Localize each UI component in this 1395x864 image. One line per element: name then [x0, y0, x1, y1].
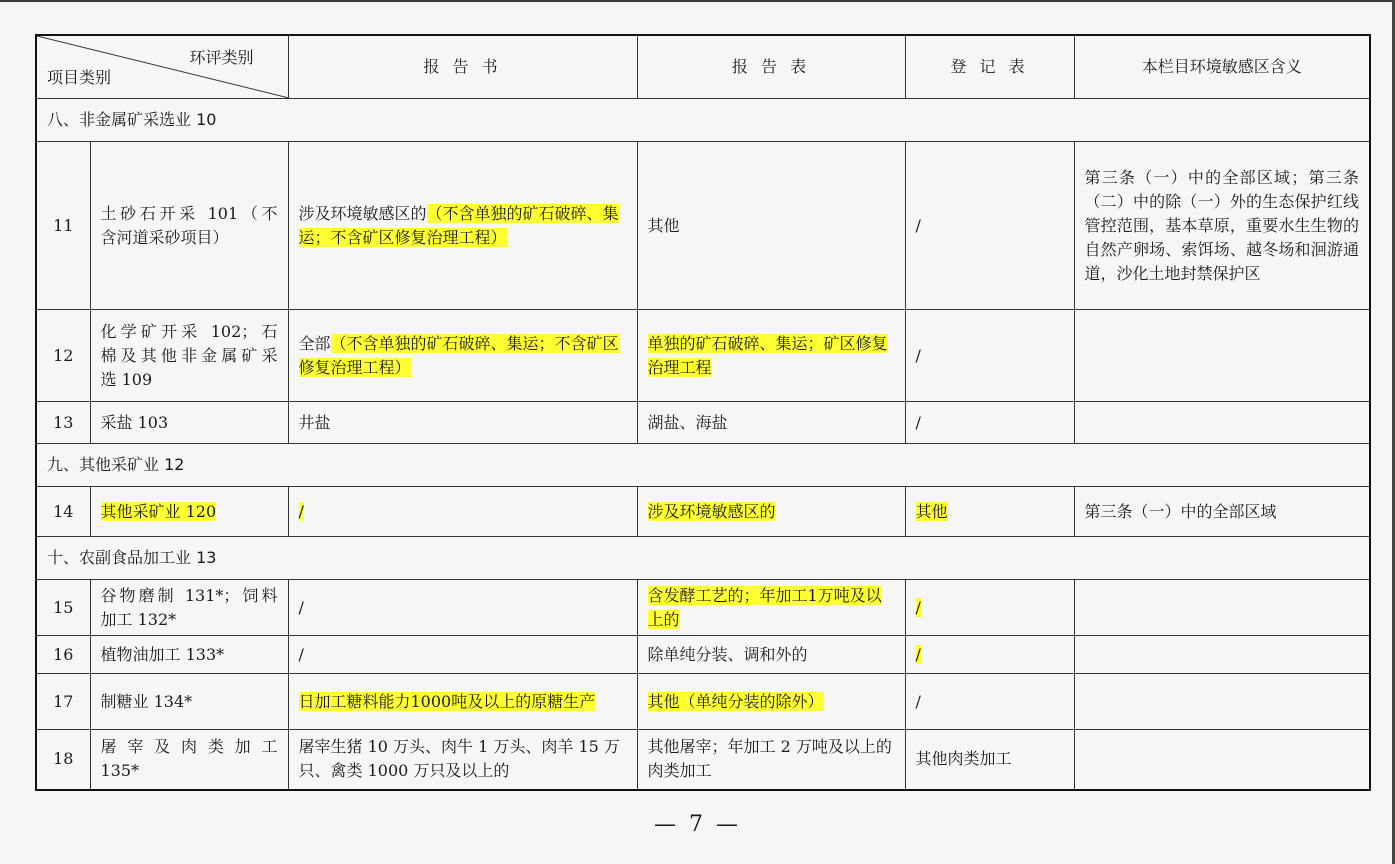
page-number: — 7 — [654, 812, 741, 837]
table-header-row [36, 35, 1370, 99]
report-form-cell [637, 580, 905, 636]
sensitive-area-cell: 第三条（一）中的全部区域 [1074, 487, 1370, 537]
project-category-cell: 植物油加工 133* [90, 636, 288, 674]
table-row [36, 730, 1370, 790]
sensitive-area-cell [1074, 580, 1370, 636]
row-number: 13 [36, 402, 90, 444]
report-form-cell: 其他 [637, 142, 905, 310]
report-book-cell: 屠宰生猪 10 万头、肉牛 1 万头、肉羊 15 万只、禽类 1000 万只及以上的 [288, 730, 637, 790]
classification-table [35, 34, 1371, 791]
report-form-cell [637, 487, 905, 537]
category-line: 含河道采砂项目） [100, 227, 229, 247]
report-book-cell [288, 310, 637, 402]
report-book-cell: / [288, 636, 637, 674]
sensitive-area-cell [1074, 730, 1370, 790]
cell-text: 涉及环境敏感区的 [298, 203, 427, 223]
sensitive-area-cell [1074, 636, 1370, 674]
header-sensitive-area-meaning: 本栏目环境敏感区含义 [1074, 35, 1370, 99]
category-line: 化学矿开采 102；石 [100, 321, 278, 341]
category-line: 屠宰及肉类加工 [100, 737, 278, 757]
highlighted-text: 其他采矿业 120 [100, 501, 217, 521]
section-row [36, 537, 1370, 580]
project-category-cell: 制糖业 134* [90, 674, 288, 730]
highlighted-text: 日加工糖料能力1000吨及以上的原糖生产 [298, 691, 596, 711]
highlighted-text: 含发酵工艺的；年加工1万吨及以上的 [647, 585, 882, 629]
category-line: 加工 132* [100, 609, 177, 629]
project-category-cell [90, 580, 288, 636]
registration-cell: / [905, 142, 1074, 310]
top-border-line [0, 0, 1395, 2]
registration-cell [905, 487, 1074, 537]
report-form-cell: 除单纯分装、调和外的 [637, 636, 905, 674]
header-report-form: 报 告 表 [637, 35, 905, 99]
report-book-cell [288, 674, 637, 730]
registration-cell [905, 636, 1074, 674]
table-row [36, 402, 1370, 444]
sensitive-area-cell [1074, 674, 1370, 730]
registration-cell [905, 580, 1074, 636]
highlighted-text: 单独的矿石破碎、集运；矿区修复治理工程 [647, 333, 888, 377]
header-report-book: 报 告 书 [288, 35, 637, 99]
category-line: 土砂石开采 101（不 [100, 203, 278, 223]
registration-cell: 其他肉类加工 [905, 730, 1074, 790]
highlighted-text: 其他 [915, 501, 948, 521]
row-number: 12 [36, 310, 90, 402]
highlighted-text: / [915, 597, 921, 617]
sensitive-area-cell: 第三条（一）中的全部区域；第三条（二）中的除（一）外的生态保护红线管控范围，基本草原，重要水生生物的自然产卵场、索饵场、越冬场和洄游通道，沙化土地封禁保护区 [1074, 142, 1370, 310]
report-book-cell [288, 142, 637, 310]
table-row [36, 674, 1370, 730]
category-line: 135* [100, 761, 140, 781]
highlighted-text: （不含单独的矿石破碎、集运；不含矿区修复治理工程） [298, 333, 619, 377]
section-title: 八、非金属矿采选业 10 [36, 99, 1370, 142]
cell-text: 全部 [298, 333, 331, 353]
report-book-cell: 井盐 [288, 402, 637, 444]
table-row [36, 142, 1370, 310]
report-form-cell: 其他屠宰；年加工 2 万吨及以上的肉类加工 [637, 730, 905, 790]
report-form-cell [637, 674, 905, 730]
section-row [36, 444, 1370, 487]
header-registration-form: 登 记 表 [905, 35, 1074, 99]
report-form-cell: 湖盐、海盐 [637, 402, 905, 444]
project-category-cell: 采盐 103 [90, 402, 288, 444]
highlighted-text: / [298, 501, 304, 521]
header-project-category: 项目类别 [47, 68, 112, 87]
project-category-cell [90, 310, 288, 402]
category-line: 棉及其他非金属矿采 [100, 345, 278, 365]
table-row [36, 636, 1370, 674]
report-book-cell [288, 487, 637, 537]
table-row [36, 310, 1370, 402]
section-title: 九、其他采矿业 12 [36, 444, 1370, 487]
highlighted-text: （不含单独的矿石破碎、集运；不含矿区修复治理工程） [298, 203, 619, 247]
section-title: 十、农副食品加工业 13 [36, 537, 1370, 580]
registration-cell: / [905, 674, 1074, 730]
project-category-cell [90, 487, 288, 537]
row-number: 18 [36, 730, 90, 790]
table-row [36, 487, 1370, 537]
sensitive-area-cell [1074, 310, 1370, 402]
row-number: 15 [36, 580, 90, 636]
highlighted-text: / [915, 644, 921, 664]
row-number: 16 [36, 636, 90, 674]
project-category-cell [90, 142, 288, 310]
highlighted-text: 其他（单纯分装的除外） [647, 691, 824, 711]
highlighted-text: 涉及环境敏感区的 [647, 501, 776, 521]
row-number: 14 [36, 487, 90, 537]
report-book-cell: / [288, 580, 637, 636]
project-category-cell [90, 730, 288, 790]
section-row [36, 99, 1370, 142]
diagonal-header-cell [36, 35, 288, 99]
registration-cell: / [905, 402, 1074, 444]
header-eia-category: 环评类别 [189, 48, 254, 67]
table-row [36, 580, 1370, 636]
row-number: 17 [36, 674, 90, 730]
category-line: 选 109 [100, 369, 153, 389]
report-form-cell [637, 310, 905, 402]
category-line: 谷物磨制 131*；饲料 [100, 585, 278, 605]
row-number: 11 [36, 142, 90, 310]
sensitive-area-cell [1074, 402, 1370, 444]
registration-cell: / [905, 310, 1074, 402]
